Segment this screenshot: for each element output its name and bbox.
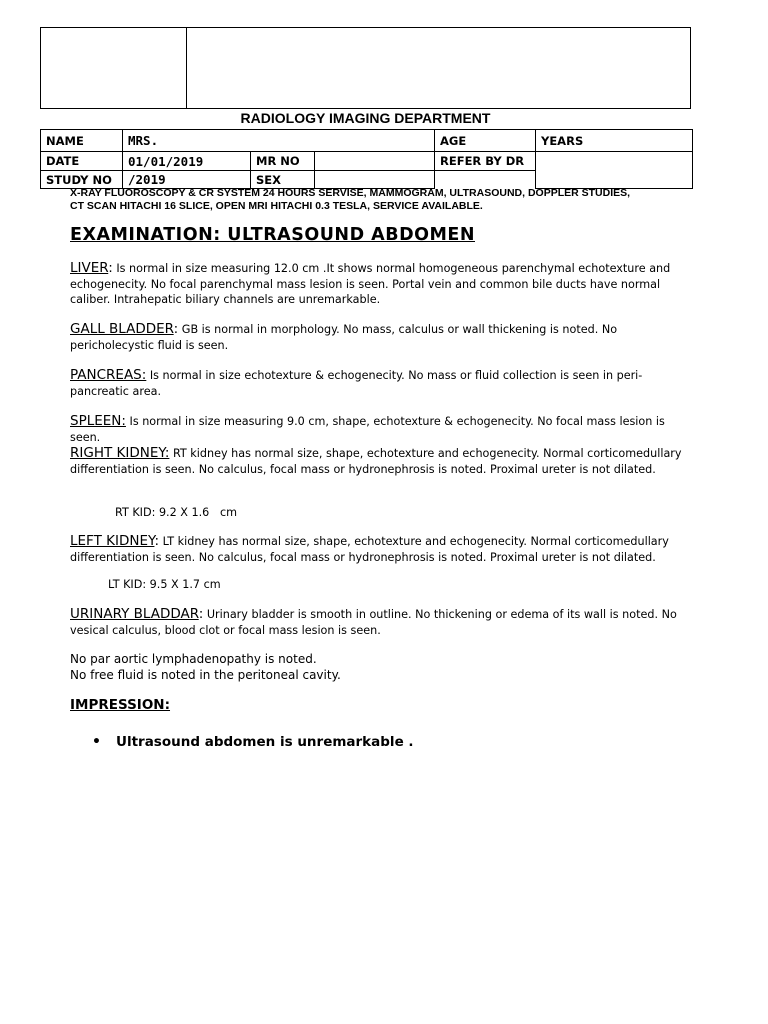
right-kidney-text: RT kidney has normal size, shape, echotexture and echogenecity. Normal corticomedullary differentiation is seen. No calculus, focal mass or hydronephrosis is noted. Proximal ureter is not dilated.	[70, 447, 682, 476]
study-label: STUDY NO	[41, 171, 123, 189]
department-title: RADIOLOGY IMAGING DEPARTMENT	[240, 110, 491, 126]
services-line-1: X-RAY FLUOROSCOPY & CR SYSTEM 24 HOURS SERVISE, MAMMOGRAM, ULTRASOUND, DOPPLER STUDIES,	[70, 187, 631, 199]
rt-kid-measurement	[115, 506, 237, 519]
left-kidney-label: LEFT KIDNEY	[70, 533, 155, 549]
services-line-2: CT SCAN HITACHI 16 SLICE, OPEN MRI HITACHI 0.3 TESLA, SERVICE AVAILABLE.	[70, 200, 483, 212]
name-label: NAME	[41, 130, 123, 152]
patient-info-table	[40, 129, 693, 189]
urinary-bladder-section: URINARY BLADDAR: Urinary bladder is smooth in outline. No thickening or edema of its wall is noted. No vesical calculus, blood clot or focal mass lesion is seen.	[70, 606, 677, 637]
letterhead-divider	[186, 27, 187, 109]
gall-bladder-label: GALL BLADDER	[70, 321, 174, 337]
referby-label: REFER BY DR	[435, 152, 536, 171]
spleen-label: SPLEEN:	[70, 413, 126, 429]
mrno-value	[315, 152, 435, 171]
left-kidney-text: LT kidney has normal size, shape, echotexture and echogenecity. Normal corticomedullary differentiation is seen. No calculus, focal mass or hydronephrosis is noted. Proximal ureter is not dilated.	[70, 535, 669, 564]
spleen-text: Is normal in size measuring 9.0 cm, shape, echotexture & echogenecity. No focal mass lesion is seen.	[70, 415, 665, 444]
pancreas-section	[70, 368, 695, 399]
pancreas-label: PANCREAS:	[70, 367, 147, 383]
date-label: DATE	[41, 152, 123, 171]
note-lymphadenopathy: No par aortic lymphadenopathy is noted.	[70, 652, 317, 666]
letterhead-box	[40, 27, 691, 109]
mrno-label: MR NO	[251, 152, 315, 171]
right-kidney-section	[70, 446, 695, 477]
bullet-icon: •	[92, 734, 101, 750]
empty-cell	[435, 171, 536, 189]
lt-kid-value: 9.5 X 1.7 cm	[149, 578, 221, 591]
services-text	[70, 187, 710, 213]
table-row	[41, 130, 693, 152]
gall-bladder-text: GB is normal in morphology. No mass, calculus or wall thickening is noted. No pericholecystic fluid is seen.	[70, 323, 618, 352]
pancreas-text: Is normal in size echotexture & echogenecity. No mass or fluid collection is seen in peri-pancreatic area.	[70, 369, 643, 398]
liver-label: LIVER	[70, 260, 109, 276]
liver-section: LIVER: Is normal in size measuring 12.0 cm .It shows normal homogeneous parenchymal echotexture and echogenecity. No focal parenchymal mass lesion is seen. Portal vein and common bile ducts have normal caliber. Intrahepatic biliary channels are unremarkable.	[70, 260, 671, 306]
age-label: AGE	[435, 130, 536, 152]
rt-kid-label: RT KID:	[115, 506, 156, 519]
liver-text: Is normal in size measuring 12.0 cm .It shows normal homogeneous parenchymal echotexture and echogenecity. No focal parenchymal mass lesion is seen. Portal vein and common bile ducts have normal caliber. Intrahepatic biliary channels are unremarkable.	[70, 262, 671, 306]
right-kidney-label: RIGHT KIDNEY:	[70, 445, 170, 461]
name-value: MRS.	[123, 130, 435, 152]
years-label: YEARS	[536, 130, 693, 152]
spleen-section	[70, 414, 695, 445]
lt-kid-measurement	[108, 578, 221, 591]
impression-item: Ultrasound abdomen is unremarkable .	[116, 734, 414, 750]
sex-label: SEX	[251, 171, 315, 189]
left-kidney-section: LEFT KIDNEY: LT kidney has normal size, shape, echotexture and echogenecity. Normal corticomedullary differentiation is seen. No calculus, focal mass or hydronephrosis is noted. Proximal ureter is not dilated.	[70, 533, 669, 564]
urinary-bladder-text: Urinary bladder is smooth in outline. No thickening or edema of its wall is noted. No vesical calculus, blood clot or focal mass lesion is seen.	[70, 608, 677, 637]
study-value: /2019	[123, 171, 251, 189]
date-value: 01/01/2019	[123, 152, 251, 171]
exam-title: EXAMINATION: ULTRASOUND ABDOMEN	[70, 225, 475, 245]
referby-value	[536, 152, 693, 189]
sex-value	[315, 171, 435, 189]
table-row	[41, 152, 693, 171]
urinary-bladder-label: URINARY BLADDAR	[70, 606, 199, 622]
impression-label: IMPRESSION:	[70, 697, 171, 713]
rt-kid-value: 9.2 X 1.6 cm	[158, 506, 238, 519]
gall-bladder-section: GALL BLADDER: GB is normal in morphology. No mass, calculus or wall thickening is noted. No pericholecystic fluid is seen.	[70, 321, 618, 352]
note-free-fluid: No free fluid is noted in the peritoneal cavity.	[70, 668, 341, 682]
lt-kid-label: LT KID:	[108, 578, 147, 591]
